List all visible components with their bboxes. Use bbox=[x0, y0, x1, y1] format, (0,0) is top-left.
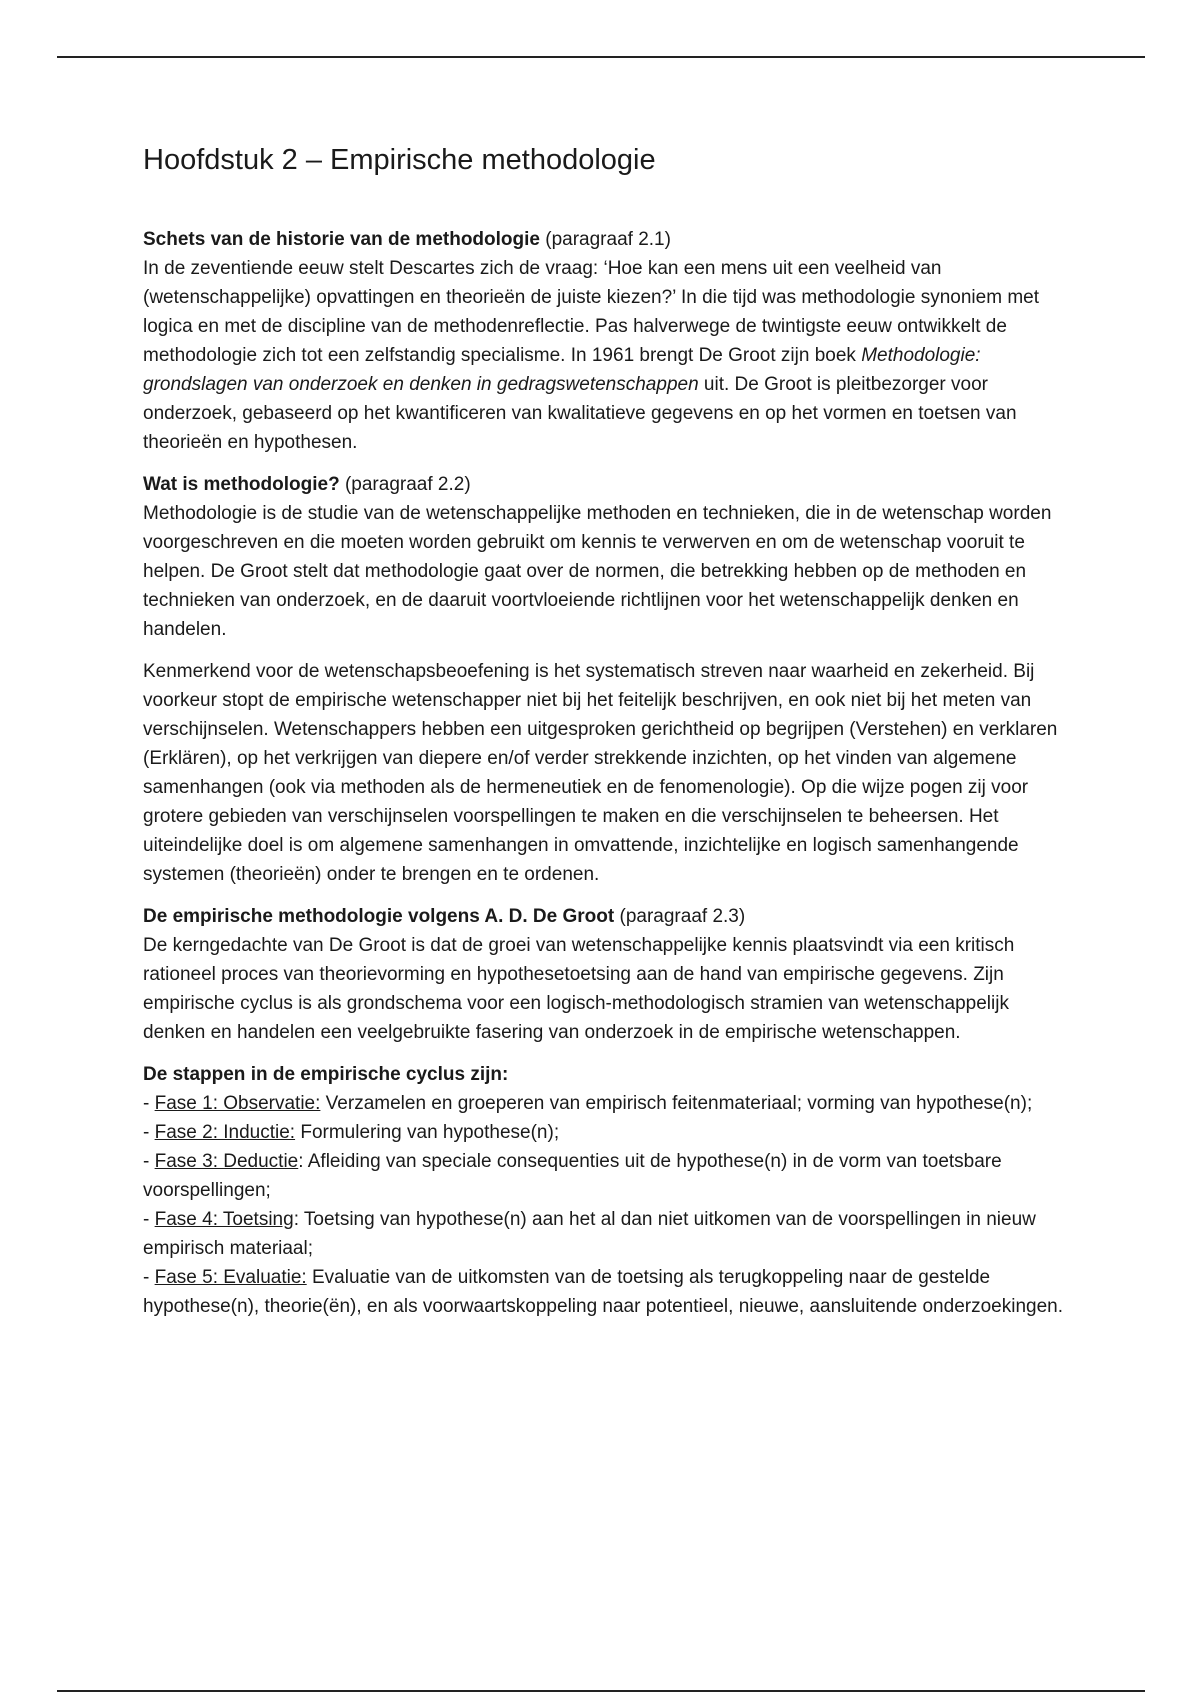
item-label: Fase 3: Deductie bbox=[154, 1151, 299, 1172]
paragraph: Kenmerkend voor de wetenschapsbeoefening is het systematisch streven naar waarheid en zekerheid. Bij voorkeur stopt de empirische wetenschapper niet bij het feitelijk beschrijven, en ook niet bij het meten van verschijnselen. Wetenschappers hebben een uitgesproken gerichtheid op begrijpen (Verstehen) en verklaren (Erklären), op het verkrijgen van diepere en/of verder strekkende inzichten, op het vinden van algemene samenhangen (ook via methoden als de hermeneutiek en de fenomenologie). Op die wijze pogen zij voor grotere gebieden van verschijnselen voorspellingen te maken en die verschijnselen te beheersen. Het uiteindelijke doel is om algemene samenhangen in omvattende, inzichtelijke en logisch samenhangende systemen (theorieën) onder te brengen en te ordenen. bbox=[143, 661, 1058, 885]
document-body bbox=[143, 140, 1073, 1333]
section-heading bbox=[143, 470, 1073, 499]
list-item bbox=[143, 1205, 1073, 1263]
item-text: : Afleiding van speciale consequenties uit de hypothese(n) in de vorm van toetsbare voorspellingen; bbox=[143, 1151, 1002, 1201]
section-heading bbox=[143, 902, 1073, 931]
list-item bbox=[143, 1118, 1073, 1147]
item-dash: - bbox=[143, 1093, 155, 1114]
paragraph bbox=[143, 254, 1073, 457]
section-heading-bold: Schets van de historie van de methodologie bbox=[143, 229, 540, 250]
section-de-groot bbox=[143, 902, 1073, 1047]
paragraph-text: In de zeventiende eeuw stelt Descartes zich de vraag: ‘Hoe kan een mens uit een veelheid van (wetenschappelijke) opvattingen en theorieën de juiste kiezen?’ In die tijd was methodologie synoniem met logica en met de discipline van de methodenreflectie. Pas halverwege de twintigste eeuw ontwikkelt de methodologie zich tot een zelfstandig specialisme. In 1961 brengt De Groot zijn boek bbox=[143, 258, 1039, 366]
item-text: Verzamelen en groeperen van empirisch feitenmateriaal; vorming van hypothese(n); bbox=[320, 1093, 1033, 1114]
section-historie bbox=[143, 225, 1073, 457]
item-text: : Toetsing van hypothese(n) aan het al dan niet uitkomen van de voorspellingen in nieuw empirisch materiaal; bbox=[143, 1209, 1036, 1259]
item-dash: - bbox=[143, 1209, 155, 1230]
item-text: Evaluatie van de uitkomsten van de toetsing als terugkoppeling naar de gestelde hypothese(n), theorie(ën), en als voorwaartskoppeling naar potentieel, nieuwe, aansluitende onderzoekingen. bbox=[143, 1267, 1063, 1317]
section-ref: (paragraaf 2.3) bbox=[614, 906, 746, 927]
item-label: Fase 5: Evaluatie: bbox=[154, 1267, 307, 1288]
paragraph: Methodologie is de studie van de wetenschappelijke methoden en technieken, die in de wetenschap worden voorgeschreven en die moeten worden gebruikt om kennis te verwerven en om de wetenschap vooruit te helpen. De Groot stelt dat methodologie gaat over de normen, die betrekking hebben op de methoden en technieken van onderzoek, en de daaruit voortvloeiende richtlijnen voor het wetenschappelijk denken en handelen. bbox=[143, 503, 1052, 640]
section-stappen bbox=[143, 1060, 1073, 1321]
bottom-rule bbox=[57, 1690, 1145, 1692]
chapter-title: Hoofdstuk 2 – Empirische methodologie bbox=[143, 144, 656, 176]
item-dash: - bbox=[143, 1151, 155, 1172]
list-item bbox=[143, 1263, 1073, 1321]
steps-heading-bold: De stappen in de empirische cyclus zijn: bbox=[143, 1064, 509, 1085]
item-label: Fase 1: Observatie: bbox=[154, 1093, 321, 1114]
item-text: Formulering van hypothese(n); bbox=[295, 1122, 560, 1143]
item-label: Fase 2: Inductie: bbox=[154, 1122, 296, 1143]
book-title: Methodologie: grondslagen van onderzoek en denken in gedragswetenschappen bbox=[143, 345, 981, 395]
section-heading-bold: De empirische methodologie volgens A. D. De Groot bbox=[143, 906, 615, 927]
list-item bbox=[143, 1147, 1073, 1205]
list-item bbox=[143, 1089, 1073, 1118]
steps-heading bbox=[143, 1060, 1073, 1089]
section-heading bbox=[143, 225, 1073, 254]
item-label: Fase 4: Toetsing bbox=[154, 1209, 294, 1230]
section-wat-is-methodologie bbox=[143, 470, 1073, 889]
section-heading-bold: Wat is methodologie? bbox=[143, 474, 340, 495]
section-ref: (paragraaf 2.1) bbox=[539, 229, 671, 250]
item-dash: - bbox=[143, 1122, 155, 1143]
item-dash: - bbox=[143, 1267, 155, 1288]
top-rule bbox=[57, 56, 1145, 58]
paragraph-text: uit. De Groot is pleitbezorger voor onderzoek, gebaseerd op het kwantificeren van kwalitatieve gegevens en op het vormen en toetsen van theorieën en hypothesen. bbox=[143, 374, 1017, 453]
section-ref: (paragraaf 2.2) bbox=[339, 474, 471, 495]
paragraph: De kerngedachte van De Groot is dat de groei van wetenschappelijke kennis plaatsvindt via een kritisch rationeel proces van theorievorming en hypothesetoetsing aan de hand van empirische gegevens. Zijn empirische cyclus is als grondschema voor een logisch-methodologisch stramien van wetenschappelijk denken en handelen een veelgebruikte fasering van onderzoek in de empirische wetenschappen. bbox=[143, 935, 1015, 1043]
